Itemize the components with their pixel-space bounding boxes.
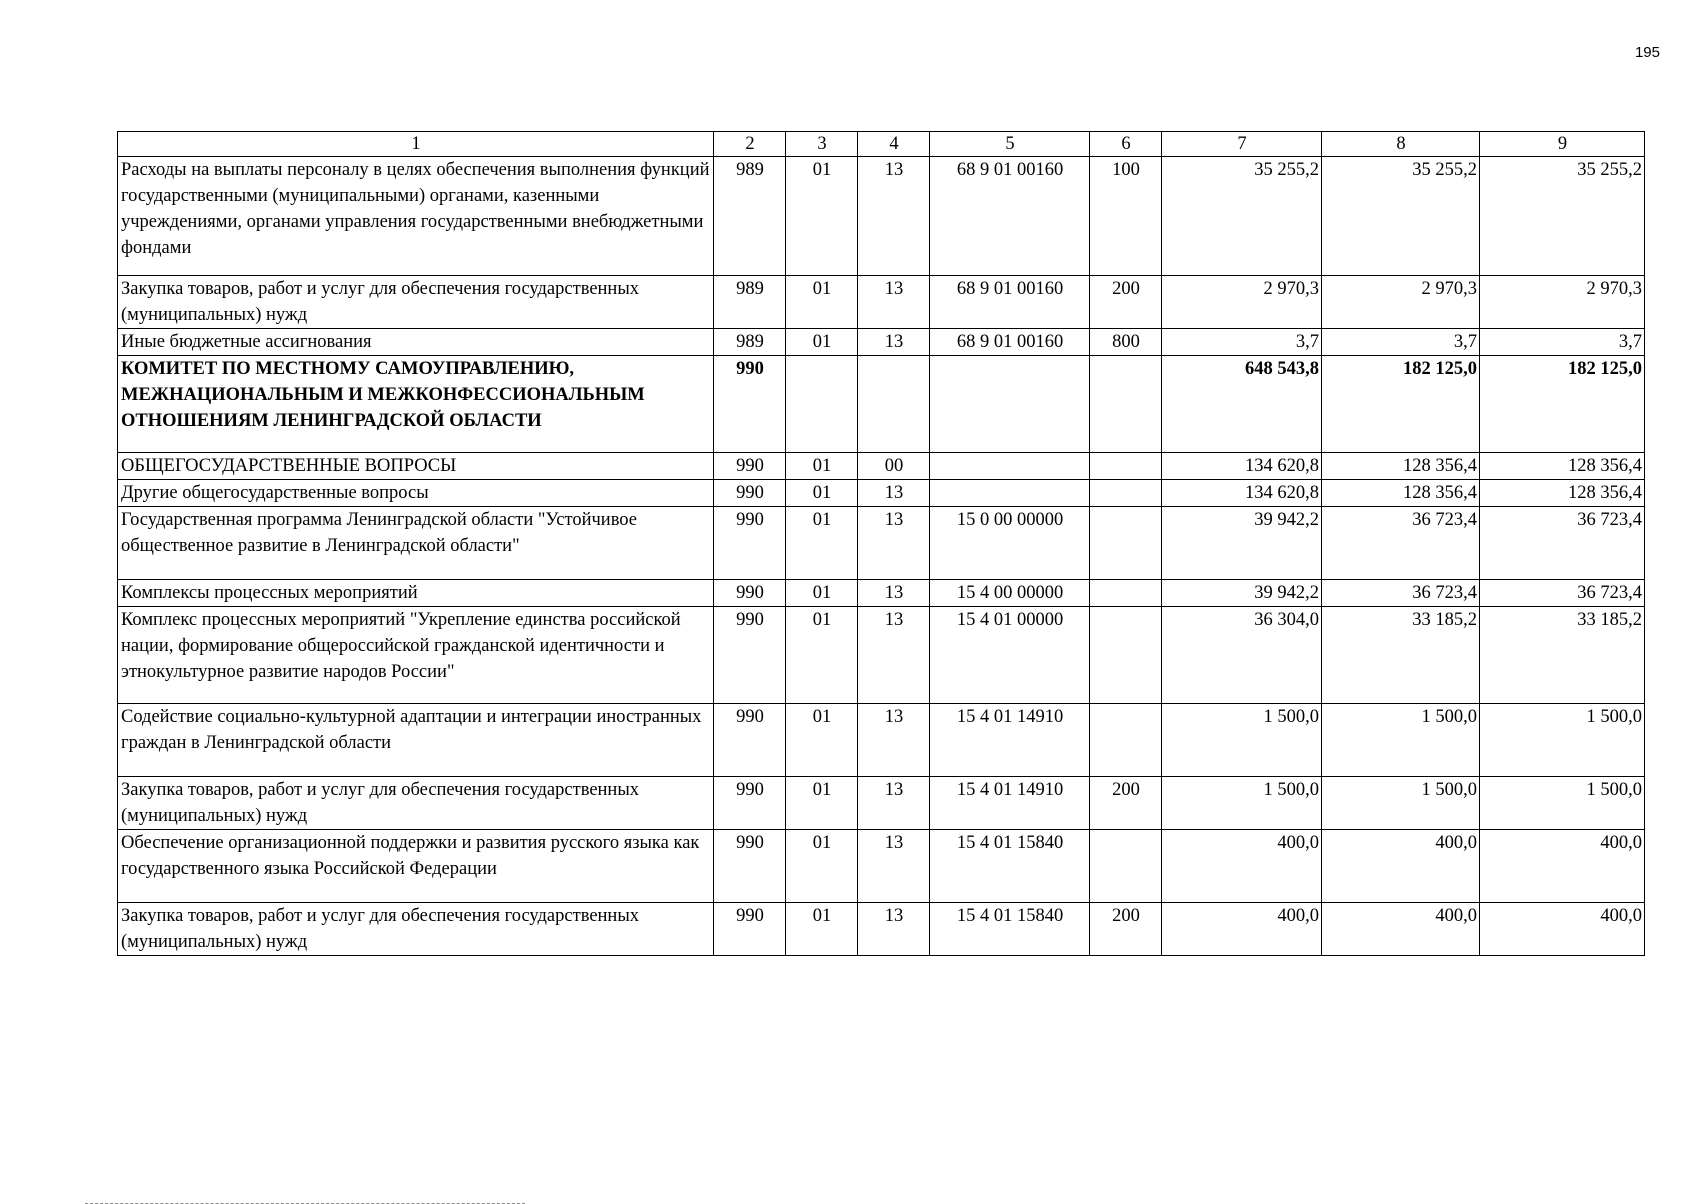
- table-body: [118, 132, 1645, 956]
- target-article-cell: 15 4 01 14910: [930, 704, 1090, 777]
- admin-code-cell: 990: [714, 356, 786, 453]
- section-cell: 01: [786, 453, 858, 480]
- table-row: [118, 329, 1645, 356]
- section-cell: 01: [786, 704, 858, 777]
- amount-col8-cell: 128 356,4: [1322, 453, 1480, 480]
- amount-col9-cell: 35 255,2: [1480, 157, 1645, 276]
- target-article-cell: [930, 356, 1090, 453]
- amount-col7-cell: 1 500,0: [1162, 777, 1322, 830]
- target-article-cell: 15 4 01 14910: [930, 777, 1090, 830]
- admin-code-cell: 990: [714, 453, 786, 480]
- table-row: [118, 453, 1645, 480]
- target-article-cell: 68 9 01 00160: [930, 276, 1090, 329]
- admin-code-cell: 990: [714, 507, 786, 580]
- amount-col8-cell: 36 723,4: [1322, 580, 1480, 607]
- expense-type-cell: 200: [1090, 777, 1162, 830]
- admin-code-cell: 990: [714, 830, 786, 903]
- row-name-cell: Обеспечение организационной поддержки и развития русского языка как государственного языка Российской Федерации: [118, 830, 714, 903]
- admin-code-cell: 989: [714, 276, 786, 329]
- amount-col7-cell: 36 304,0: [1162, 607, 1322, 704]
- admin-code-cell: 990: [714, 777, 786, 830]
- subsection-cell: 13: [858, 607, 930, 704]
- expense-type-cell: [1090, 453, 1162, 480]
- section-cell: 01: [786, 276, 858, 329]
- amount-col9-cell: 400,0: [1480, 903, 1645, 956]
- row-name-cell: Государственная программа Ленинградской области "Устойчивое общественное развитие в Ленинградской области": [118, 507, 714, 580]
- subsection-cell: 13: [858, 580, 930, 607]
- amount-col9-cell: 1 500,0: [1480, 777, 1645, 830]
- target-article-cell: [930, 453, 1090, 480]
- table-row: [118, 507, 1645, 580]
- amount-col7-cell: 39 942,2: [1162, 580, 1322, 607]
- header-cell: 7: [1162, 132, 1322, 157]
- amount-col9-cell: 33 185,2: [1480, 607, 1645, 704]
- target-article-cell: 68 9 01 00160: [930, 157, 1090, 276]
- section-cell: 01: [786, 830, 858, 903]
- header-cell: 9: [1480, 132, 1645, 157]
- subsection-cell: 13: [858, 704, 930, 777]
- table-row: [118, 777, 1645, 830]
- amount-col9-cell: 36 723,4: [1480, 507, 1645, 580]
- admin-code-cell: 990: [714, 480, 786, 507]
- target-article-cell: 15 4 01 15840: [930, 830, 1090, 903]
- section-cell: 01: [786, 607, 858, 704]
- header-cell: 2: [714, 132, 786, 157]
- amount-col8-cell: 33 185,2: [1322, 607, 1480, 704]
- amount-col7-cell: 134 620,8: [1162, 453, 1322, 480]
- target-article-cell: 68 9 01 00160: [930, 329, 1090, 356]
- target-article-cell: [930, 480, 1090, 507]
- target-article-cell: 15 4 01 00000: [930, 607, 1090, 704]
- target-article-cell: 15 4 00 00000: [930, 580, 1090, 607]
- admin-code-cell: 989: [714, 329, 786, 356]
- header-cell: 5: [930, 132, 1090, 157]
- amount-col9-cell: 128 356,4: [1480, 453, 1645, 480]
- amount-col8-cell: 182 125,0: [1322, 356, 1480, 453]
- table-row: [118, 580, 1645, 607]
- row-name-cell: КОМИТЕТ ПО МЕСТНОМУ САМОУПРАВЛЕНИЮ, МЕЖНАЦИОНАЛЬНЫМ И МЕЖКОНФЕССИОНАЛЬНЫМ ОТНОШЕНИЯМ ЛЕНИНГРАДСКОЙ ОБЛАСТИ: [118, 356, 714, 453]
- amount-col7-cell: 1 500,0: [1162, 704, 1322, 777]
- amount-col8-cell: 400,0: [1322, 903, 1480, 956]
- admin-code-cell: 990: [714, 704, 786, 777]
- subsection-cell: 13: [858, 830, 930, 903]
- expense-type-cell: [1090, 704, 1162, 777]
- budget-table: [117, 131, 1645, 956]
- expense-type-cell: [1090, 356, 1162, 453]
- table-row: [118, 157, 1645, 276]
- admin-code-cell: 990: [714, 580, 786, 607]
- amount-col7-cell: 39 942,2: [1162, 507, 1322, 580]
- amount-col7-cell: 648 543,8: [1162, 356, 1322, 453]
- amount-col8-cell: 1 500,0: [1322, 704, 1480, 777]
- row-name-cell: Закупка товаров, работ и услуг для обеспечения государственных (муниципальных) нужд: [118, 777, 714, 830]
- amount-col7-cell: 400,0: [1162, 830, 1322, 903]
- row-name-cell: Комплекс процессных мероприятий "Укрепление единства российской нации, формирование общероссийской гражданской идентичности и этнокультурное развитие народов России": [118, 607, 714, 704]
- table-row: [118, 830, 1645, 903]
- admin-code-cell: 990: [714, 607, 786, 704]
- admin-code-cell: 990: [714, 903, 786, 956]
- table-row: [118, 276, 1645, 329]
- section-cell: 01: [786, 777, 858, 830]
- amount-col9-cell: 182 125,0: [1480, 356, 1645, 453]
- subsection-cell: 13: [858, 329, 930, 356]
- amount-col7-cell: 134 620,8: [1162, 480, 1322, 507]
- amount-col8-cell: 3,7: [1322, 329, 1480, 356]
- subsection-cell: 00: [858, 453, 930, 480]
- expense-type-cell: 800: [1090, 329, 1162, 356]
- amount-col9-cell: 128 356,4: [1480, 480, 1645, 507]
- amount-col8-cell: 2 970,3: [1322, 276, 1480, 329]
- amount-col8-cell: 35 255,2: [1322, 157, 1480, 276]
- table-row: [118, 607, 1645, 704]
- amount-col9-cell: 36 723,4: [1480, 580, 1645, 607]
- amount-col7-cell: 400,0: [1162, 903, 1322, 956]
- row-name-cell: Закупка товаров, работ и услуг для обеспечения государственных (муниципальных) нужд: [118, 903, 714, 956]
- row-name-cell: Закупка товаров, работ и услуг для обеспечения государственных (муниципальных) нужд: [118, 276, 714, 329]
- row-name-cell: ОБЩЕГОСУДАРСТВЕННЫЕ ВОПРОСЫ: [118, 453, 714, 480]
- row-name-cell: Другие общегосударственные вопросы: [118, 480, 714, 507]
- section-cell: 01: [786, 903, 858, 956]
- amount-col8-cell: 36 723,4: [1322, 507, 1480, 580]
- row-name-cell: Расходы на выплаты персоналу в целях обеспечения выполнения функций государственными (муниципальными) органами, казенными учреждениями, органами управления государственными внебюджетными фондами: [118, 157, 714, 276]
- expense-type-cell: [1090, 507, 1162, 580]
- amount-col8-cell: 1 500,0: [1322, 777, 1480, 830]
- subsection-cell: 13: [858, 507, 930, 580]
- amount-col8-cell: 128 356,4: [1322, 480, 1480, 507]
- amount-col9-cell: 2 970,3: [1480, 276, 1645, 329]
- expense-type-cell: [1090, 580, 1162, 607]
- target-article-cell: 15 0 00 00000: [930, 507, 1090, 580]
- amount-col8-cell: 400,0: [1322, 830, 1480, 903]
- row-name-cell: Иные бюджетные ассигнования: [118, 329, 714, 356]
- amount-col9-cell: 3,7: [1480, 329, 1645, 356]
- table-row: [118, 356, 1645, 453]
- section-cell: 01: [786, 507, 858, 580]
- admin-code-cell: 989: [714, 157, 786, 276]
- expense-type-cell: [1090, 830, 1162, 903]
- section-cell: 01: [786, 329, 858, 356]
- header-cell: 4: [858, 132, 930, 157]
- expense-type-cell: 200: [1090, 276, 1162, 329]
- subsection-cell: 13: [858, 157, 930, 276]
- expense-type-cell: [1090, 607, 1162, 704]
- header-cell: 6: [1090, 132, 1162, 157]
- amount-col9-cell: 1 500,0: [1480, 704, 1645, 777]
- subsection-cell: 13: [858, 480, 930, 507]
- expense-type-cell: 200: [1090, 903, 1162, 956]
- target-article-cell: 15 4 01 15840: [930, 903, 1090, 956]
- section-cell: 01: [786, 580, 858, 607]
- section-cell: [786, 356, 858, 453]
- expense-type-cell: 100: [1090, 157, 1162, 276]
- table-header-row: [118, 132, 1645, 157]
- section-cell: 01: [786, 480, 858, 507]
- amount-col7-cell: 2 970,3: [1162, 276, 1322, 329]
- amount-col7-cell: 35 255,2: [1162, 157, 1322, 276]
- expense-type-cell: [1090, 480, 1162, 507]
- amount-col9-cell: 400,0: [1480, 830, 1645, 903]
- row-name-cell: Комплексы процессных мероприятий: [118, 580, 714, 607]
- subsection-cell: [858, 356, 930, 453]
- header-cell: 3: [786, 132, 858, 157]
- header-cell: 8: [1322, 132, 1480, 157]
- table-row: [118, 480, 1645, 507]
- section-cell: 01: [786, 157, 858, 276]
- table-row: [118, 903, 1645, 956]
- amount-col7-cell: 3,7: [1162, 329, 1322, 356]
- subsection-cell: 13: [858, 276, 930, 329]
- table-row: [118, 704, 1645, 777]
- subsection-cell: 13: [858, 777, 930, 830]
- subsection-cell: 13: [858, 903, 930, 956]
- row-name-cell: Содействие социально-культурной адаптации и интеграции иностранных граждан в Ленинградской области: [118, 704, 714, 777]
- page-number: 195: [1634, 44, 1660, 61]
- header-cell: 1: [118, 132, 714, 157]
